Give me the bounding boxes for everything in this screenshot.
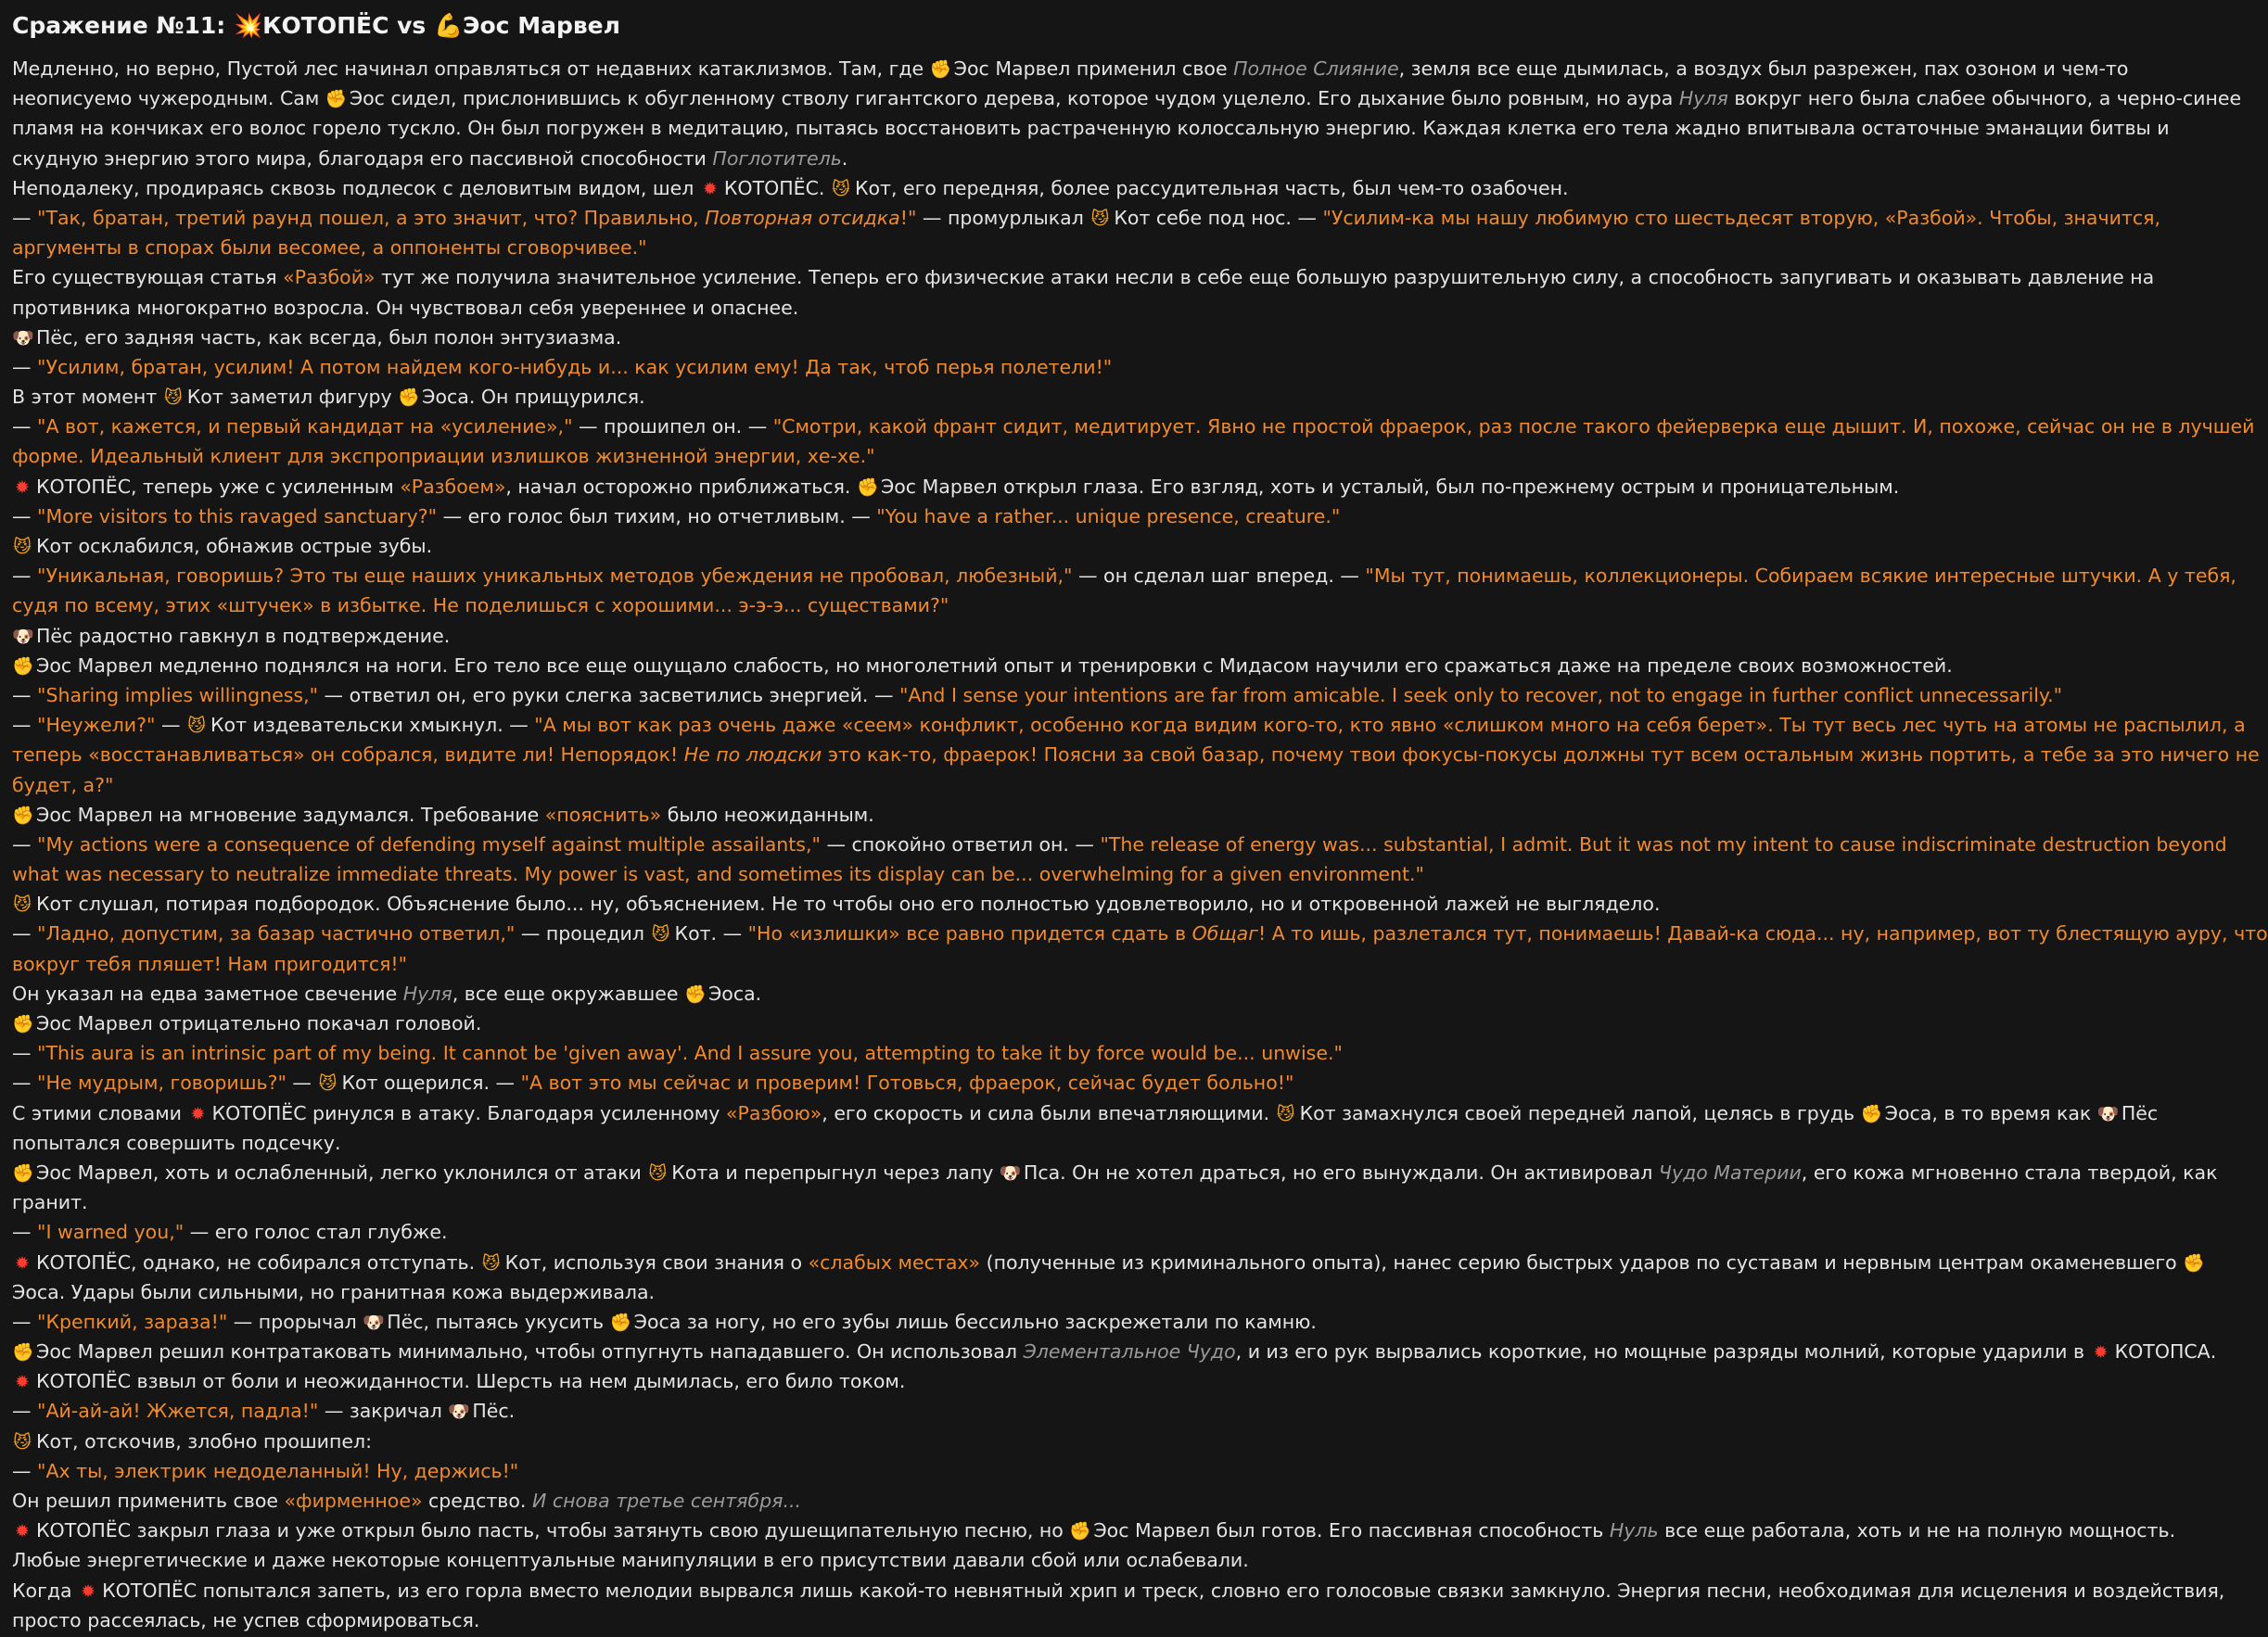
story-text: пламя на кончиках его волос горело тускло. Он был погружен в медитацию, пытаясь восстановить растраченную колоссальную энергию. Каждая клетка его тела жадно впитывала остаточные эманации битвы и bbox=[12, 117, 2170, 140]
ability-name: Нуль bbox=[1609, 1519, 1659, 1542]
quote-text: "Ах ты, электрик недоделанный! Ну, держись!" bbox=[37, 1459, 519, 1482]
story-text: — bbox=[12, 1072, 38, 1095]
story-text: — закричал bbox=[318, 1400, 449, 1423]
story-text: Кот. — bbox=[674, 922, 748, 945]
dog-face-icon: 🐶 bbox=[363, 1312, 385, 1333]
story-text: Кот осклабился, обнажив острые зубы. bbox=[36, 535, 433, 557]
story-line bbox=[12, 651, 2178, 680]
quote-text: "Крепкий, зараза!" bbox=[37, 1310, 228, 1333]
quote-text: "Неужели?" bbox=[37, 714, 156, 737]
story-line bbox=[12, 352, 2178, 382]
flexed-biceps-icon: ✊ bbox=[12, 1162, 34, 1184]
quote-text: "Так, братан, третий раунд пошел, а это значит, что? Правильно, bbox=[37, 206, 706, 229]
story-text: вокруг него была слабее обычного, а черно-синее bbox=[1727, 87, 2242, 110]
quote-text: "Смотри, какой франт сидит, медитирует. Явно не простой фраерок, раз после такого фейерверка еще дышит. И, похоже, сейчас он не в лучшей bbox=[772, 415, 2255, 438]
story-text: КОТОПЁС попытался запеть, из его горла вместо мелодии вырвался лишь какой-то невнятный хрип и треск, словно его голосовые связки замкнуло. Энергия песни, необходимая для исцеления и воздействия, bbox=[102, 1579, 2225, 1602]
quote-text: "And I sense your intentions are far from amicable. I seek only to recover, not to engage in further conflict unnecessarily." bbox=[898, 683, 2063, 706]
quote-text: "А мы вот как раз очень даже «сеем» конфликт, особенно когда видим кого-то, кто явно «слишком много на себя берет». Ты тут весь лес чуть на атомы не распылил, а bbox=[534, 714, 2246, 737]
story-text: Кот ощерился. — bbox=[341, 1072, 521, 1095]
story-line bbox=[12, 1248, 2205, 1277]
story-line bbox=[12, 1068, 2178, 1098]
story-body bbox=[12, 54, 2268, 1635]
ability-name: Нуля bbox=[1678, 87, 1728, 110]
story-line bbox=[12, 1545, 2178, 1575]
quote-text: форме. Идеальный клиент для экспроприации излишков жизненной энергии, хе-хе." bbox=[12, 445, 875, 468]
story-text: , его скорость и сила были впечатляющими. bbox=[822, 1101, 1276, 1124]
story-text: — bbox=[12, 832, 38, 856]
quote-text: аргументы в спорах были весомее, а оппоненты сговорчивее." bbox=[12, 236, 647, 260]
story-text: Кот замахнулся своей передней лапой, целясь в грудь bbox=[1299, 1101, 1861, 1124]
quote-text: «Разбоем» bbox=[400, 475, 506, 498]
story-text: — его голос стал глубже. bbox=[184, 1221, 448, 1244]
flexed-biceps-icon: ✊ bbox=[609, 1312, 632, 1333]
quote-text: "My actions were a consequence of defending myself against multiple assailants," bbox=[37, 832, 821, 856]
story-text: Эос Марвел решил контратаковать минимально, чтобы отпугнуть нападавшего. Он использовал bbox=[36, 1340, 1024, 1364]
story-text: — bbox=[12, 1042, 38, 1065]
flexed-biceps-icon: ✊ bbox=[2183, 1252, 2205, 1274]
story-text: Эос сидел, прислонившись к обугленному стволу гигантского дерева, которое чудом уцелело. Его дыхание было ровным, но аура bbox=[349, 87, 1679, 110]
ability-name: Нуля bbox=[402, 982, 452, 1005]
flexed-biceps-icon: ✊ bbox=[12, 1342, 34, 1364]
cat-face-icon: 😼 bbox=[481, 1252, 501, 1274]
story-line bbox=[12, 710, 2246, 740]
quote-text: "The release of energy was... substantial, I admit. But it was not my intent to cause indiscriminate destruction beyond bbox=[1100, 832, 2227, 856]
story-text: — процедил bbox=[515, 922, 651, 945]
story-line bbox=[12, 1098, 2178, 1128]
story-text: Неподалеку, продираясь сквозь подлесок с деловитым видом, шел bbox=[12, 176, 700, 199]
story-text: Эоса, в то время как bbox=[1884, 1101, 2097, 1124]
story-line bbox=[12, 441, 2178, 471]
story-text: Любые энергетические и даже некоторые концептуальные манипуляции в его присутствии давали сбой или ослабевали. bbox=[12, 1549, 1249, 1572]
cat-face-icon: 😼 bbox=[13, 895, 32, 916]
story-line bbox=[12, 173, 2178, 203]
story-text: Его существующая статья bbox=[12, 266, 284, 289]
story-line bbox=[12, 233, 2178, 262]
story-text: — bbox=[155, 714, 186, 737]
quote-text: "Усилим-ка мы нашу любимую сто шестьдесят вторую, «Разбой». Чтобы, значится, bbox=[1322, 206, 2160, 229]
story-text: КОТОПЁС. bbox=[723, 176, 831, 199]
quote-text: "Уникальная, говоришь? Это ты еще наших уникальных методов убеждения не пробовал, любезный," bbox=[37, 565, 1073, 588]
story-text: , начал осторожно приближаться. bbox=[505, 475, 857, 498]
story-text: КОТОПЁС, теперь уже с усиленным bbox=[36, 475, 401, 498]
emphasis-text: Не по людски bbox=[683, 743, 822, 767]
story-text: Эос Марвел, хоть и ослабленный, легко уклонился от атаки bbox=[36, 1161, 648, 1184]
quote-text: "Усилим, братан, усилим! А потом найдем кого-нибудь и... как усилим ему! Да так, чтоб перья полетели!" bbox=[37, 355, 1113, 378]
quote-text: "Мы тут, понимаешь, коллекционеры. Собираем всякие интересные штучки. А у тебя, bbox=[1365, 565, 2236, 588]
story-text: Пёс. bbox=[472, 1400, 516, 1423]
story-line bbox=[12, 293, 2178, 323]
collision-icon: ✹ bbox=[190, 1103, 206, 1124]
quote-text: вокруг тебя пляшет! Нам пригодится!" bbox=[12, 952, 408, 975]
dog-face-icon: 🐶 bbox=[12, 327, 34, 349]
quote-text: будет, а?" bbox=[12, 773, 114, 796]
story-text: Эоса. bbox=[707, 982, 762, 1005]
story-text: КОТОПСА. bbox=[2114, 1340, 2217, 1364]
story-line bbox=[12, 531, 2178, 561]
story-line bbox=[12, 1456, 2178, 1486]
story-text: попытался совершить подсечку. bbox=[12, 1131, 341, 1154]
story-text: — bbox=[12, 714, 38, 737]
story-text: — bbox=[12, 683, 38, 706]
story-line bbox=[12, 412, 2255, 441]
story-text: — bbox=[12, 504, 38, 527]
story-text: — bbox=[12, 565, 38, 588]
story-text: Кот себе под нос. — bbox=[1114, 206, 1323, 229]
story-line bbox=[12, 262, 2178, 292]
story-line bbox=[12, 113, 2178, 143]
story-line bbox=[12, 1038, 2178, 1068]
story-text: — bbox=[286, 1072, 318, 1095]
quote-text: "I warned you," bbox=[37, 1221, 185, 1244]
quote-text: судя по всему, этих «штучек» в избытке. Не поделишься с хорошими... э-э-э... существами?" bbox=[12, 594, 949, 617]
story-text: Кот, отскочив, злобно прошипел: bbox=[36, 1429, 373, 1453]
story-text: скудную энергию этого мира, благодаря его пассивной способности bbox=[12, 146, 713, 170]
cat-face-icon: 😼 bbox=[651, 924, 670, 945]
story-line bbox=[12, 203, 2178, 233]
flexed-biceps-icon: ✊ bbox=[12, 1014, 34, 1034]
story-line bbox=[12, 1486, 2178, 1516]
story-line bbox=[12, 472, 2178, 501]
story-text: неописуемо чужеродным. Сам bbox=[12, 87, 325, 110]
story-text: С этими словами bbox=[12, 1101, 188, 1124]
quote-text: "You have a rather... unique presence, creature." bbox=[876, 504, 1341, 527]
story-text: — его голос был тихим, но отчетливым. — bbox=[437, 504, 877, 527]
story-text: — он сделал шаг вперед. — bbox=[1072, 565, 1366, 588]
story-text: Эоса. Удары были сильными, но гранитная кожа выдерживала. bbox=[12, 1280, 656, 1303]
story-text: — bbox=[12, 1221, 38, 1244]
story-text: Эоса за ногу, но его зубы лишь бессильно заскрежетали по камню. bbox=[633, 1310, 1317, 1333]
cat-face-icon: 😼 bbox=[187, 716, 206, 737]
story-line bbox=[12, 680, 2178, 710]
story-text: — промурлыкал bbox=[916, 206, 1090, 229]
story-line bbox=[12, 949, 2178, 979]
story-line bbox=[12, 144, 2178, 173]
quote-text: «Разбой» bbox=[283, 266, 376, 289]
story-text: В этот момент bbox=[12, 386, 163, 409]
story-line bbox=[12, 770, 2178, 800]
quote-text: «фирменное» bbox=[284, 1490, 423, 1512]
story-line bbox=[12, 1337, 2217, 1366]
story-line bbox=[12, 1277, 2178, 1307]
story-text: — bbox=[12, 1310, 38, 1333]
story-text: Медленно, но верно, Пустой лес начинал оправляться от недавних катаклизмов. Там, где bbox=[12, 57, 930, 80]
dog-face-icon: 🐶 bbox=[2096, 1103, 2120, 1124]
story-line bbox=[12, 1217, 2178, 1247]
cat-face-icon: 😼 bbox=[163, 387, 183, 409]
story-text: Эос Марвел открыл глаза. Его взгляд, хоть и усталый, был по-прежнему острым и проницательным. bbox=[880, 475, 1900, 498]
story-text: Эоса. Он прищурился. bbox=[422, 386, 645, 409]
flexed-biceps-icon: ✊ bbox=[1069, 1521, 1092, 1542]
story-text: Пса. Он не хотел драться, но его вынуждали. Он активировал bbox=[1023, 1161, 1659, 1184]
story-line bbox=[12, 859, 2178, 889]
story-line bbox=[12, 590, 2178, 620]
flexed-biceps-icon: ✊ bbox=[12, 655, 34, 677]
collision-icon: ✹ bbox=[15, 1521, 30, 1542]
emphasis-text: Общаг bbox=[1191, 922, 1258, 945]
story-text: все еще работала, хоть и не на полную мощность. bbox=[1658, 1519, 2176, 1542]
cat-face-icon: 😼 bbox=[13, 537, 32, 557]
quote-text: это как-то, фраерок! Поясни за свой базар, почему твои фокусы-покусы должны тут всем остальным жизнь портить, а тебе за это ничего не bbox=[822, 743, 2260, 767]
ability-name: Поглотитель bbox=[712, 146, 842, 170]
quote-text: !" bbox=[899, 206, 917, 229]
story-text: , земля все еще дымилась, а воздух был разрежен, пах озоном и чем-то bbox=[1398, 57, 2129, 80]
collision-icon: ✹ bbox=[2093, 1342, 2109, 1364]
story-text: КОТОПЁС, однако, не собирался отступать. bbox=[36, 1250, 481, 1274]
story-line bbox=[12, 382, 2178, 412]
story-line bbox=[12, 561, 2236, 590]
story-line bbox=[12, 1366, 2178, 1396]
story-text: Пёс bbox=[2121, 1101, 2159, 1124]
quote-text: «пояснить» bbox=[544, 803, 662, 826]
story-text: гранит. bbox=[12, 1191, 88, 1214]
story-text: Эос Марвел медленно поднялся на ноги. Его тело все еще ощущало слабость, но многолетний опыт и тренировки с Мидасом научили его сражаться даже на пределе своих возможностей. bbox=[36, 654, 1953, 677]
story-text: — bbox=[12, 1459, 38, 1482]
collision-icon: ✹ bbox=[702, 178, 718, 199]
story-text: , все еще окружавшее bbox=[452, 982, 684, 1005]
quote-text: what was necessary to neutralize immediate threats. My power is vast, and sometimes its display can be... overwhelming for a given environment." bbox=[12, 863, 1424, 886]
story-text: — прошипел он. — bbox=[572, 415, 773, 438]
story-line bbox=[12, 979, 2178, 1009]
story-line bbox=[12, 800, 2178, 830]
cat-face-icon: 😼 bbox=[318, 1073, 338, 1095]
story-text: — bbox=[12, 206, 38, 229]
story-line bbox=[12, 1396, 2178, 1426]
ability-name: Чудо Материи bbox=[1658, 1161, 1802, 1184]
cat-face-icon: 😼 bbox=[648, 1162, 668, 1184]
story-text: было неожиданным. bbox=[661, 803, 874, 826]
story-text: КОТОПЁС закрыл глаза и уже открыл было пасть, чтобы затянуть свою душещипательную песню, но bbox=[36, 1519, 1070, 1542]
story-text: Эос Марвел на мгновение задумался. Требование bbox=[36, 803, 545, 826]
story-text: (полученные из криминального опыта), нанес серию быстрых ударов по суставам и нервным центрам окаменевшего bbox=[980, 1250, 2184, 1274]
story-line bbox=[12, 889, 2178, 919]
story-text: — bbox=[12, 415, 38, 438]
flexed-biceps-icon: ✊ bbox=[398, 387, 420, 409]
story-line bbox=[12, 1128, 2178, 1158]
story-text: Эос Марвел отрицательно покачал головой. bbox=[36, 1012, 482, 1034]
story-text: — bbox=[12, 1400, 38, 1423]
story-text: Он решил применить свое bbox=[12, 1490, 285, 1512]
flexed-biceps-icon: ✊ bbox=[683, 983, 707, 1005]
story-text: Кот издевательски хмыкнул. — bbox=[210, 714, 535, 737]
cat-face-icon: 😼 bbox=[832, 178, 850, 199]
dog-face-icon: 🐶 bbox=[999, 1162, 1022, 1184]
story-text: КОТОПЁС ринулся в атаку. Благодаря усиленному bbox=[211, 1101, 726, 1124]
story-text: Пёс, его задняя часть, как всегда, был полон энтузиазма. bbox=[36, 325, 622, 349]
story-text: . bbox=[841, 146, 848, 170]
story-line bbox=[12, 1158, 2218, 1187]
story-line bbox=[12, 83, 2242, 113]
quote-text: "Sharing implies willingness," bbox=[37, 683, 319, 706]
flexed-biceps-icon: ✊ bbox=[325, 89, 348, 110]
story-line bbox=[12, 919, 2268, 948]
dog-face-icon: 🐶 bbox=[448, 1402, 470, 1423]
story-line bbox=[12, 830, 2227, 859]
cat-face-icon: 😼 bbox=[1276, 1103, 1295, 1124]
story-line bbox=[12, 1516, 2178, 1545]
quote-text: «Разбою» bbox=[725, 1101, 822, 1124]
flexed-biceps-icon: ✊ bbox=[1860, 1103, 1883, 1124]
quote-text: ! А то ишь, разлетался тут, понимаешь! Давай-ка сюда... ну, например, вот ту блестящую ауру, что bbox=[1257, 922, 2268, 945]
cat-face-icon: 😼 bbox=[13, 1431, 32, 1453]
story-text: , его кожа мгновенно стала твердой, как bbox=[1801, 1161, 2218, 1184]
page-title: Сражение №11: 💥КОТОПЁС vs 💪Эос Марвел bbox=[12, 12, 620, 39]
ability-name: И снова третье сентября... bbox=[531, 1490, 802, 1512]
quote-text: "Не мудрым, говоришь?" bbox=[37, 1072, 287, 1095]
story-text: Кот слушал, потирая подбородок. Объяснение было... ну, объяснением. Не то чтобы оно его полностью удовлетворило, но и откровенной лажей не выглядело. bbox=[36, 893, 1661, 916]
story-text: Кот, его передняя, более рассудительная часть, был чем-то озабочен. bbox=[854, 176, 1569, 199]
story-text: — спокойно ответил он. — bbox=[820, 832, 1101, 856]
collision-icon: ✹ bbox=[81, 1580, 96, 1602]
story-line bbox=[12, 1576, 2225, 1605]
quote-text: "More visitors to this ravaged sanctuary?" bbox=[37, 504, 438, 527]
quote-text: "А вот, кажется, и первый кандидат на «усиление»," bbox=[37, 415, 573, 438]
story-line bbox=[12, 1187, 2178, 1217]
story-text: КОТОПЁС взвыл от боли и неожиданности. Шерсть на нем дымилась, его било током. bbox=[36, 1370, 906, 1393]
quote-text: "А вот это мы сейчас и проверим! Готовься, фраерок, сейчас будет больно!" bbox=[520, 1072, 1294, 1095]
story-line bbox=[12, 1009, 2178, 1038]
story-line bbox=[12, 1427, 2178, 1456]
story-text: противника многократно возросла. Он чувствовал себя увереннее и опаснее. bbox=[12, 296, 799, 319]
story-text: Пёс, пытаясь укусить bbox=[387, 1310, 610, 1333]
quote-text: «слабых местах» bbox=[808, 1250, 981, 1274]
collision-icon: ✹ bbox=[15, 1252, 30, 1274]
story-text: Пёс радостно гавкнул в подтверждение. bbox=[36, 624, 451, 647]
story-line bbox=[12, 1307, 2178, 1337]
story-text: просто рассеялась, не успев сформироваться. bbox=[12, 1608, 480, 1631]
story-text: тут же получила значительное усиление. Теперь его физические атаки несли в себе еще большую разрушительную силу, а способность запугивать и оказывать давление на bbox=[375, 266, 2155, 289]
story-text: — bbox=[12, 922, 38, 945]
story-line bbox=[12, 1605, 2178, 1635]
ability-name: Элементальное Чудо bbox=[1023, 1340, 1236, 1364]
story-text: — прорычал bbox=[227, 1310, 363, 1333]
story-line bbox=[12, 323, 2178, 352]
story-text: Кот, используя свои знания о bbox=[504, 1250, 809, 1274]
story-line bbox=[12, 54, 2178, 83]
cat-face-icon: 😼 bbox=[1090, 208, 1110, 229]
story-line bbox=[12, 621, 2178, 651]
story-text: Эос Марвел применил свое bbox=[953, 57, 1234, 80]
flexed-biceps-icon: ✊ bbox=[856, 476, 879, 498]
ability-name: Полное Слияние bbox=[1233, 57, 1399, 80]
quote-text: "Но «излишки» все равно придется сдать в bbox=[747, 922, 1192, 945]
story-text: , и из его рук вырвались короткие, но мощные разряды молний, которые ударили в bbox=[1235, 1340, 2091, 1364]
story-line bbox=[12, 740, 2260, 769]
story-text: Когда bbox=[12, 1579, 79, 1602]
story-text: — bbox=[12, 355, 38, 378]
quote-text: "This aura is an intrinsic part of my being. It cannot be 'given away'. And I assure you, attempting to take it by force would be... unwise." bbox=[37, 1042, 1343, 1065]
quote-text: "Ладно, допустим, за базар частично ответил," bbox=[37, 922, 516, 945]
quote-text: "Ай-ай-ай! Жжется, падла!" bbox=[37, 1400, 319, 1423]
story-text: Кот заметил фигуру bbox=[186, 386, 399, 409]
story-text: Эос Марвел был готов. Его пассивная способность bbox=[1093, 1519, 1610, 1542]
flexed-biceps-icon: ✊ bbox=[12, 805, 34, 826]
collision-icon: ✹ bbox=[15, 1372, 30, 1393]
emphasis-text: Повторная отсидка bbox=[705, 206, 900, 229]
story-text: средство. bbox=[422, 1490, 532, 1512]
story-line bbox=[12, 501, 2178, 531]
collision-icon: ✹ bbox=[15, 476, 30, 498]
quote-text: теперь «восстанавливаться» он собрался, видите ли! Непорядок! bbox=[12, 743, 684, 767]
flexed-biceps-icon: ✊ bbox=[929, 59, 952, 80]
story-text: — ответил он, его руки слегка засветились энергией. — bbox=[318, 683, 899, 706]
dog-face-icon: 🐶 bbox=[12, 626, 34, 647]
story-text: Кота и перепрыгнул через лапу bbox=[671, 1161, 1000, 1184]
story-text: Он указал на едва заметное свечение bbox=[12, 982, 403, 1005]
